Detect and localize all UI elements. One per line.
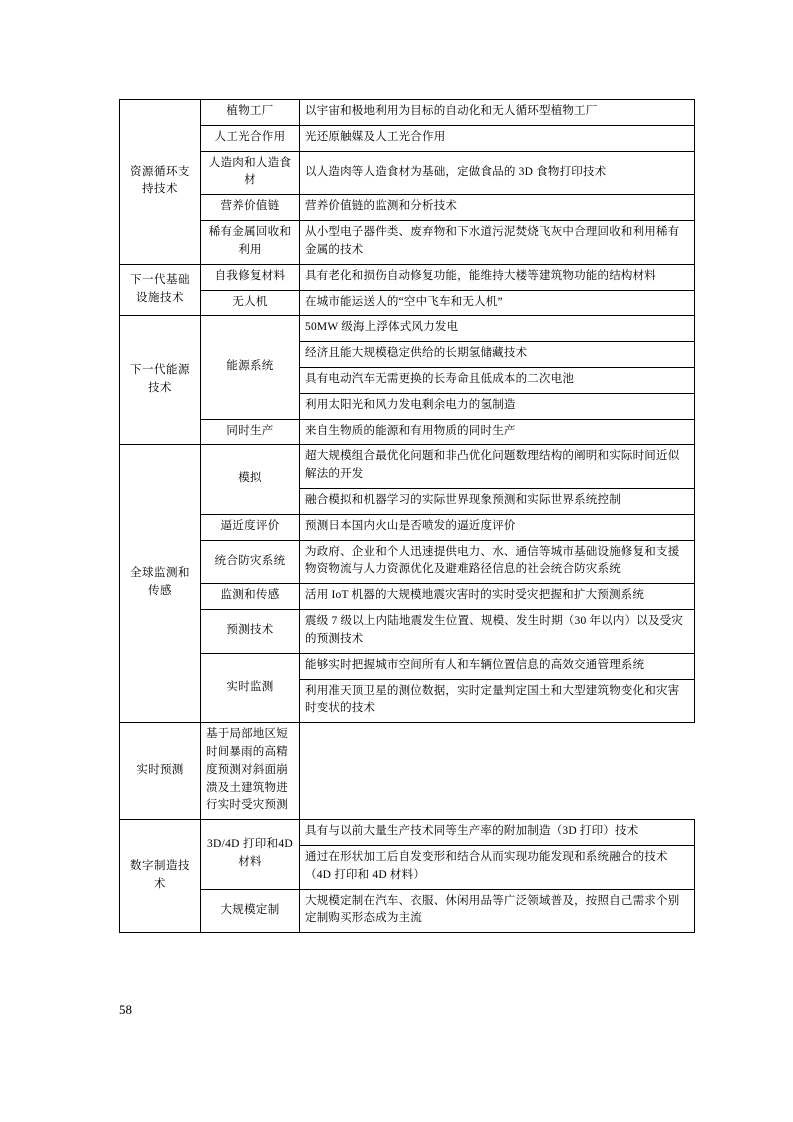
table-row: [120, 514, 695, 540]
description-cell: 大规模定制在汽车、衣服、休闲用品等广泛领域普及，按照自己需求个别定制购买形态成为主流: [300, 889, 695, 933]
subcategory-cell: 逼近度评价: [201, 514, 300, 540]
subcategory-cell: 能源系统: [201, 316, 300, 419]
subcategory-cell: 3D/4D 打印和4D 材料: [201, 820, 300, 889]
table-row: [120, 290, 695, 316]
subcategory-cell: 监测和传感: [201, 584, 300, 610]
table-row: [120, 100, 695, 126]
description-cell: 融合模拟和机器学习的实际世界现象预测和实际世界系统控制: [300, 489, 695, 515]
description-cell: 通过在形状加工后自发变形和结合从而实现功能发现和系统融合的技术（4D 打印和 4D 材料）: [300, 846, 695, 890]
subcategory-cell: 实时监测: [201, 653, 300, 722]
description-cell: 经济且能大规模稳定供给的长期氢储藏技术: [300, 342, 695, 368]
subcategory-cell: 植物工厂: [201, 100, 300, 126]
subcategory-cell: 同时生产: [201, 419, 300, 445]
description-cell: 具有老化和损伤自动修复功能，能维持大楼等建筑物功能的结构材料: [300, 264, 695, 290]
description-cell: 利用准天顶卫星的测位数据，实时定量判定国土和大型建筑物变化和灾害时变状的技术: [300, 679, 695, 723]
description-cell: 来自生物质的能源和有用物质的同时生产: [300, 419, 695, 445]
subcategory-cell: 模拟: [201, 445, 300, 514]
category-cell: 资源循环支持技术: [120, 100, 201, 265]
subcategory-cell: 自我修复材料: [201, 264, 300, 290]
category-cell: 数字制造技术: [120, 820, 201, 933]
table-row: [120, 125, 695, 151]
subcategory-cell: 实时预测: [120, 723, 201, 820]
subcategory-cell: 人工光合作用: [201, 125, 300, 151]
table-row: [120, 264, 695, 290]
description-cell: 以宇宙和极地利用为目标的自动化和无人循环型植物工厂: [300, 100, 695, 126]
table-row: [120, 445, 695, 489]
table-row: [120, 653, 695, 679]
table-row: [120, 419, 695, 445]
category-cell: 下一代基础设施技术: [120, 264, 201, 316]
table-row: [120, 584, 695, 610]
category-cell: 下一代能源技术: [120, 316, 201, 445]
description-cell: 震级 7 级以上内陆地震发生位置、规模、发生时期（30 年以内）以及受灾的预测技术: [300, 610, 695, 654]
table-body: [120, 100, 695, 933]
subcategory-cell: 稀有金属回收和利用: [201, 221, 300, 265]
table-row: [120, 151, 695, 195]
subcategory-cell: 人造肉和人造食材: [201, 151, 300, 195]
table-row: [120, 889, 695, 933]
description-cell: 能够实时把握城市空间所有人和车辆位置信息的高效交通管理系统: [300, 653, 695, 679]
table-row: [120, 316, 695, 342]
table-row: [120, 723, 695, 820]
table-row: [120, 195, 695, 221]
table-row: [120, 610, 695, 654]
page-number: 58: [119, 1002, 132, 1017]
description-cell: 基于局部地区短时间暴雨的高精度预测对斜面崩溃及土建筑物进行实时受灾预测: [201, 723, 300, 820]
subcategory-cell: 大规模定制: [201, 889, 300, 933]
technology-table: [119, 99, 695, 933]
table-row: [120, 820, 695, 846]
table-container: [119, 99, 695, 933]
description-cell: 50MW 级海上浮体式风力发电: [300, 316, 695, 342]
table-row: [120, 540, 695, 584]
description-cell: 具有电动汽车无需更换的长寿命且低成本的二次电池: [300, 367, 695, 393]
description-cell: 具有与以前大量生产技术同等生产率的附加制造（3D 打印）技术: [300, 820, 695, 846]
description-cell: 预测日本国内火山是否喷发的逼近度评价: [300, 514, 695, 540]
category-cell: 全球监测和传感: [120, 445, 201, 723]
subcategory-cell: 统合防灾系统: [201, 540, 300, 584]
description-cell: 从小型电子器件类、废弃物和下水道污泥焚烧飞灰中合理回收和利用稀有金属的技术: [300, 221, 695, 265]
subcategory-cell: 预测技术: [201, 610, 300, 654]
description-cell: 活用 IoT 机器的大规模地震灾害时的实时受灾把握和扩大预测系统: [300, 584, 695, 610]
description-cell: 以人造肉等人造食材为基础，定做食品的 3D 食物打印技术: [300, 151, 695, 195]
subcategory-cell: 无人机: [201, 290, 300, 316]
description-cell: 在城市能运送人的“空中飞车和无人机”: [300, 290, 695, 316]
description-cell: 为政府、企业和个人迅速提供电力、水、通信等城市基础设施修复和支援物资物流与人力资源优化及避难路径信息的社会统合防灾系统: [300, 540, 695, 584]
description-cell: 光还原触媒及人工光合作用: [300, 125, 695, 151]
description-cell: 利用太阳光和风力发电剩余电力的氢制造: [300, 393, 695, 419]
description-cell: 超大规模组合最优化问题和非凸优化问题数理结构的阐明和实际时间近似解法的开发: [300, 445, 695, 489]
table-row: [120, 221, 695, 265]
description-cell: 营养价值链的监测和分析技术: [300, 195, 695, 221]
subcategory-cell: 营养价值链: [201, 195, 300, 221]
